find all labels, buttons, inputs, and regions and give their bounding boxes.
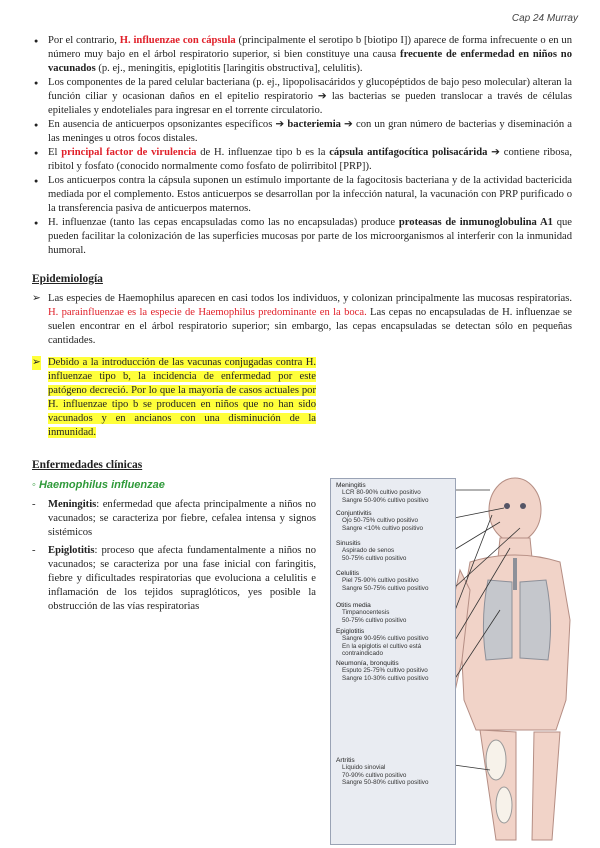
figure-label-line: Sangre 50-80% cultivo positivo xyxy=(342,779,429,787)
figure-label xyxy=(336,628,428,658)
epidemiology-item-1 xyxy=(32,292,572,348)
epi-text-red: H. parainfluenzae es la especie de Haemophilus predominante en la boca. xyxy=(48,307,367,318)
bullet-text: bacteriemia xyxy=(287,119,341,130)
bullet-text: El xyxy=(48,147,62,158)
figure-label-title: Neumonía, bronquitis xyxy=(336,660,399,667)
figure-label-line: 70-90% cultivo positivo xyxy=(342,771,407,779)
figure-label-title: Conjuntivitis xyxy=(336,510,372,517)
figure-label-title: Otitis media xyxy=(336,602,371,609)
clinical-item-text: : proceso que afecta fundamentalmente a niños no vacunados; se caracteriza por una fase inicial con faringitis, fiebre y dificultades respiratorias que evoluciona a celulitis e inflamación de los tejidos supraglóticos, yes posible la obstrucción de las vías respiratorias xyxy=(48,545,316,612)
bullet-list xyxy=(32,34,572,258)
epi-text-b: Las cepas no encapsuladas de H. influenzae se suelen encontrar en el árbol respiratorio superior; sin embargo, las cepas encapsuladas se detectan sólo en pequeñas cantidades. xyxy=(48,307,572,346)
figure-label-line: Sangre 90-95% cultivo positivo xyxy=(342,635,429,643)
bullet-text: de H. influenzae tipo b es la xyxy=(196,147,330,158)
bullet-text: Los anticuerpos contra la cápsula suponen un estímulo importante de la fagocitosis bacteriana y de la actividad bactericida mediada por el complemento. Estos anticuerpos se desarrollan por la infección natural, la vacunación con PRP purificado o la transferencia pasiva de anticuerpos maternos. xyxy=(48,175,572,214)
bullet-text: Los componentes de la pared celular bacteriana (p. ej., lipopolisacáridos y glucopéptidos de bajo peso molecular) alteran la función ciliar y ocasionan daños en el epitelio respiratorio ➔ las bacterias se pueden translocar a través de células epiteliales y endoteliales para ingresar en el torrente circulatorio. xyxy=(48,77,572,116)
arrow-icon: ➢ xyxy=(32,293,41,304)
figure-label-line: Sangre 50-75% cultivo positivo xyxy=(342,584,429,592)
figure-label-line: Sangre 10-30% cultivo positivo xyxy=(342,674,429,682)
figure-label-title: Meningitis xyxy=(336,482,366,489)
bullet-text: proteasas de inmunoglobulina A1 xyxy=(398,217,553,228)
figure-label xyxy=(336,660,428,682)
figure-label-line: Sangre <10% cultivo positivo xyxy=(342,524,424,532)
figure-label-line: Sangre 50-90% cultivo positivo xyxy=(342,496,429,504)
bullet-text: En ausencia de anticuerpos opsonizantes específicos ➔ xyxy=(48,119,288,130)
figure-label-line: Esputo 25-75% cultivo positivo xyxy=(342,667,428,675)
figure-label-line: Aspirado de senos xyxy=(342,547,395,555)
bullet-text: frecuente de enfermedad en niños no vacunados xyxy=(48,49,572,74)
figure-label xyxy=(336,510,423,532)
figure-label-title: Sinusitis xyxy=(336,540,361,547)
epidemiology-item-2 xyxy=(32,356,316,440)
clinical-item-text: : enfermedad que afecta principalmente a niños no vacunados; se caracteriza por fiebre, cefalea intensa y signos sistémicos xyxy=(48,499,316,538)
bullet-text: cápsula antifagocítica polisacárida xyxy=(329,147,488,158)
bullet-text: (p. ej., meningitis, epiglotitis [laringitis obstructiva], celulitis). xyxy=(95,63,363,74)
dash-marker: - xyxy=(32,545,36,556)
arrow-icon: ➢ xyxy=(32,357,41,368)
bullet-text: que pueden facilitar la colonización de las superficies mucosas por parte de los microorganismos al interferir con la inmunidad humoral. xyxy=(48,217,572,256)
figure-label-title: Epiglotitis xyxy=(336,628,365,635)
figure-label-line: Líquido sinovial xyxy=(342,764,386,772)
figure-label-line: Ojo 50-75% cultivo positivo xyxy=(342,517,418,525)
figure-label-line: 50-75% cultivo positivo xyxy=(342,554,407,562)
figure-label xyxy=(336,757,428,787)
bullet-text: ➔ contiene ribosa, ribitol y fosfato (conocido normalmente como fosfato de polirribitol [PRP]). xyxy=(48,147,572,172)
bullet-text: ➔ con un gran número de bacterias y diseminación a las meninges u otros focos distales. xyxy=(48,119,572,144)
clinical-item-name: Epiglotitis xyxy=(48,545,95,556)
epidemiology-list-2 xyxy=(32,356,316,440)
bullet-item xyxy=(32,34,572,76)
figure-label xyxy=(336,540,406,562)
figure-label-line: LCR 80-90% cultivo positivo xyxy=(342,489,421,497)
bullet-text: H. influenzae con cápsula xyxy=(119,35,236,46)
clinical-subheading: ◦ Haemophilus influenzae xyxy=(32,479,165,491)
figure-label xyxy=(336,570,428,592)
figure-label-line: Piel 75-90% cultivo positivo xyxy=(342,577,419,585)
bullet-item xyxy=(32,216,572,258)
bullet-item xyxy=(32,146,572,174)
clinical-heading: Enfermedades clínicas xyxy=(32,459,143,471)
epi-highlight-text: Debido a la introducción de las vacunas conjugadas contra H. influenzae tipo b, la incidencia de enfermedad por este patógeno decreció. Por lo que la mayoría de casos actuales por H. influenzae tipo b se producen en niños que no han sido vacunados y en ancianos con una disminución de la inmunidad. xyxy=(48,357,316,438)
figure-label-line: contraindicado xyxy=(342,650,383,658)
figure-label-line: Timpanocentesis xyxy=(342,609,390,617)
epidemiology-heading: Epidemiología xyxy=(32,273,103,285)
clinical-item-meningitis xyxy=(32,498,316,540)
bullet-item xyxy=(32,118,572,146)
bullet-text: H. influenzae (tanto las cepas encapsuladas como las no encapsuladas) produce xyxy=(48,217,399,228)
bullet-text: (principalmente el serotipo b [biotipo I]) aparece de forma infrecuente o en un número muy bajo en el árbol respiratorio superior, si bien constituye una causa xyxy=(48,35,572,60)
figure-label-line: En la epiglotis el cultivo está xyxy=(342,642,422,650)
bullet-text: principal factor de virulencia xyxy=(61,147,197,158)
body-figure xyxy=(320,470,572,848)
dash-marker: - xyxy=(32,499,36,510)
bullet-text: Por el contrario, xyxy=(48,35,120,46)
clinical-item-name: Meningitis xyxy=(48,499,97,510)
epi-text-a: Las especies de Haemophilus aparecen en casi todos los individuos, y colonizan principalmente las mucosas respiratorias. xyxy=(48,293,572,304)
figure-label-line: 50-75% cultivo positivo xyxy=(342,616,407,624)
clinical-item-epiglotitis xyxy=(32,544,316,614)
bullet-item xyxy=(32,174,572,216)
figure-label xyxy=(336,482,428,504)
epidemiology-list xyxy=(32,292,572,348)
figure-label xyxy=(336,602,406,624)
clinical-list xyxy=(32,498,316,614)
figure-label-title: Celulitis xyxy=(336,570,360,577)
page-header: Cap 24 Murray xyxy=(511,13,578,24)
bullet-item xyxy=(32,76,572,118)
figure-label-title: Artritis xyxy=(336,757,355,764)
